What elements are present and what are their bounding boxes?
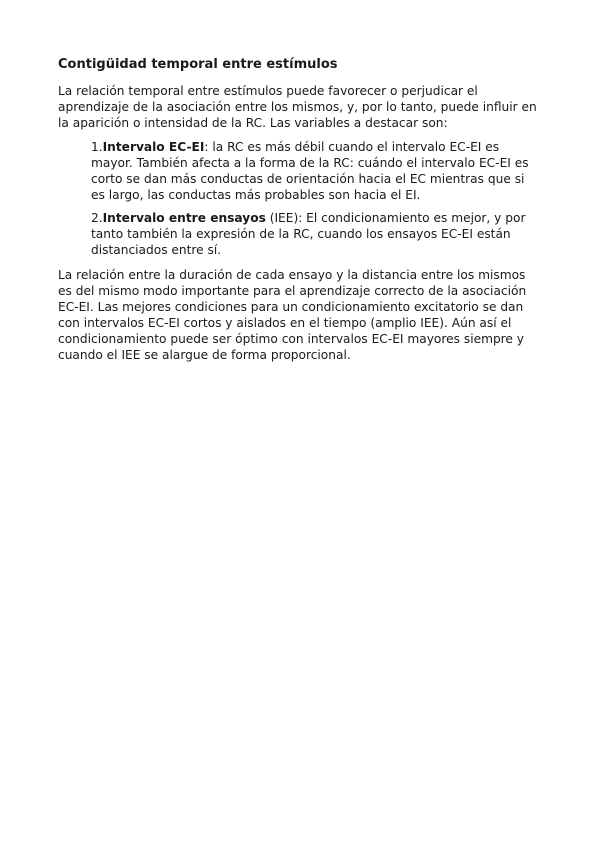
list-item-number: 2. bbox=[91, 211, 103, 225]
variables-list bbox=[58, 139, 531, 258]
list-item-text: (IEE): El condicionamiento es mejor, y por tanto también la expresión de la RC, cuando los ensayos EC-EI están distanciados entre sí. bbox=[91, 211, 526, 257]
list-item-number: 1. bbox=[91, 140, 103, 154]
list-item bbox=[91, 139, 531, 203]
list-item bbox=[91, 210, 531, 258]
section-heading: Contigüidad temporal entre estímulos bbox=[58, 57, 338, 72]
closing-paragraph: La relación entre la duración de cada ensayo y la distancia entre los mismos es del mismo modo importante para el aprendizaje correcto de la asociación EC-EI. Las mejores condiciones para un condicionamiento excitatorio se dan con intervalos EC-EI cortos y aislados en el tiempo (amplio IEE). Aún así el condicionamiento puede ser óptimo con intervalos EC-EI mayores siempre y cuando el IEE se alargue de forma proporcional. bbox=[58, 268, 527, 362]
list-item-term: Intervalo EC-EI bbox=[102, 140, 205, 154]
document-page bbox=[58, 56, 542, 363]
list-item-text: : la RC es más débil cuando el intervalo EC-EI es mayor. También afecta a la forma de la RC: cuándo el intervalo EC-EI es corto se dan más conductas de orientación hacia el EC mientras que si es largo, las conductas más probables son hacia el EI. bbox=[91, 140, 529, 202]
list-item-term: Intervalo entre ensayos bbox=[102, 211, 266, 225]
intro-paragraph: La relación temporal entre estímulos puede favorecer o perjudicar el aprendizaje de la asociación entre los mismos, y, por lo tanto, puede influir en la aparición o intensidad de la RC. Las variables a destacar son: bbox=[58, 84, 537, 130]
